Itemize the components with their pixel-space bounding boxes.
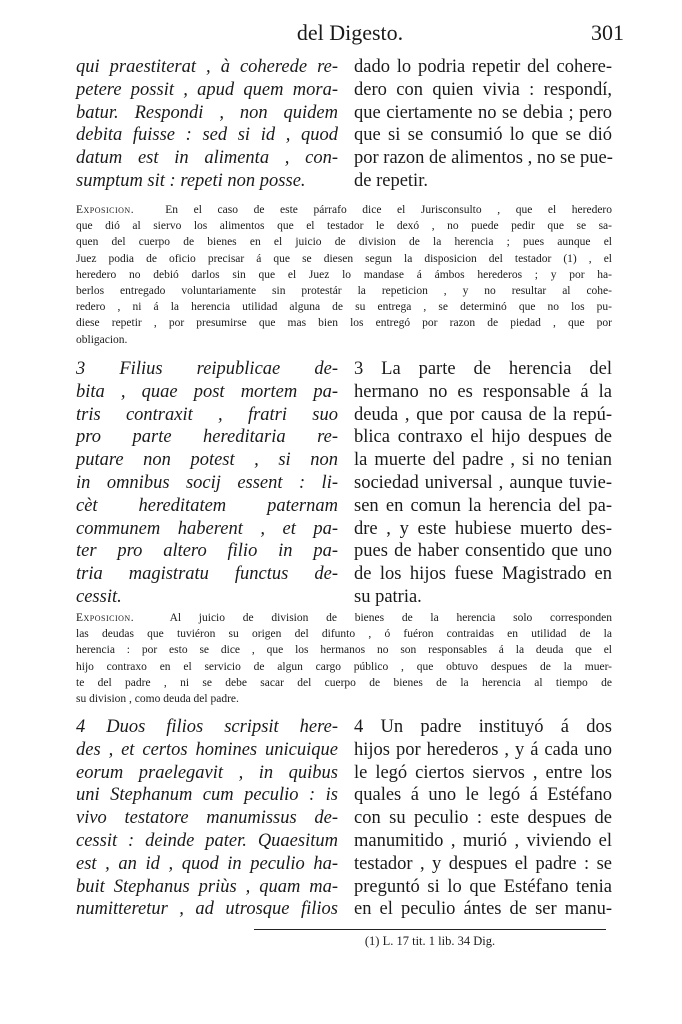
spanish-line: en el peculio ántes de ser manu- <box>354 899 612 920</box>
footnote-rule <box>254 929 606 930</box>
latin-line: communem haberent , et pa- <box>76 518 338 539</box>
latin-line: cèt hereditatem paternam <box>76 495 338 516</box>
latin-line: cessit. <box>76 586 122 607</box>
latin-line: uni Stephanum cum peculio : is <box>76 785 338 806</box>
latin-line: bita , quae post mortem pa- <box>76 381 338 402</box>
exposicion-1 <box>76 202 612 348</box>
latin-line: 3 Filius reipublicae de- <box>76 359 338 379</box>
spanish-column-3 <box>354 358 612 609</box>
expo-line: diese repetir , por presumirse que mas bien los entregó por razon de piedad , que por <box>76 317 612 330</box>
expo-line: hijo contraxo en el servicio de algun cargo público , que obtuvo despues de la muer- <box>76 660 612 673</box>
spanish-line: de los hijos fuese Magistrado en <box>354 564 612 585</box>
expo-line: heredero no debió darlos sin que el Juez lo mandase á ámbos herederos ; y por ha- <box>76 268 612 281</box>
expo-line: las deudas que tuviéron su origen del difunto , ó fuéron contraidas en utilidad de la <box>76 628 612 641</box>
latin-line: cessit : deinde pater. Quaesitum <box>76 830 338 851</box>
expo-line: herencia : por esto se dice , que los hermanos no son responsables á la deuda que el <box>76 644 612 657</box>
spanish-line: dre , y este hubiese muerto des- <box>354 518 612 539</box>
spanish-line: deuda , que por causa de la repú- <box>354 404 612 425</box>
latin-line: petere possit , apud quem mora- <box>76 79 338 100</box>
spanish-line: con su peculio : este despues de <box>354 808 612 829</box>
expo-line: que dió al siervo los alimentos que el testador le dexó , no puede pedir que se sa- <box>76 220 612 233</box>
expo-text: En el caso de este párrafo dice el Jurisconsulto , que el heredero <box>165 204 613 216</box>
latin-line: tria magistratu functus de- <box>76 564 338 585</box>
latin-line: tris contraxit , fratri suo <box>76 404 338 425</box>
expo-line: quen del cuerpo de bienes en el juicio de division de la herencia ; pues aunque el <box>76 236 612 249</box>
latin-line: ter pro altero filio in pa- <box>76 541 338 562</box>
spanish-line: quales á uno le legó á Estéfano <box>354 785 612 806</box>
expo-line: te del padre , ni se debe sacar del cuerpo de bienes de la herencia al tiempo de <box>76 676 612 689</box>
latin-column-3 <box>76 358 338 609</box>
spanish-line: hermano no es responsable á la <box>354 381 612 402</box>
spanish-line: 4 Un padre instituyó á dos <box>354 717 612 737</box>
expo-line: berlos entregado voluntariamente sin protestár la repeticion , y no resultar al cohe- <box>76 284 612 297</box>
spanish-line: sen en comun la herencia del pa- <box>354 495 612 516</box>
expo-label: Exposicion. <box>76 204 135 216</box>
expo-text: Al juicio de division de bienes de la herencia solo corresponden <box>169 612 612 624</box>
latin-line: des , et certos homines unicuique <box>76 739 338 760</box>
spanish-line: pues de haber consentido que uno <box>354 541 612 562</box>
latin-line: vivo testatore manumissus de- <box>76 808 338 829</box>
spanish-line: que si se consumió lo que se dió <box>354 125 612 146</box>
latin-line: sumptum sit : repeti non posse. <box>76 170 306 191</box>
page-number: 301 <box>591 20 624 45</box>
latin-line: in omnibus socij essent : li- <box>76 472 338 493</box>
spanish-line: le legó ciertos siervos , entre los <box>354 762 612 783</box>
latin-line: datum est in alimenta , con- <box>76 148 338 169</box>
running-header <box>76 20 624 52</box>
spanish-line: su patria. <box>354 586 422 607</box>
latin-line: numitteretur , ad utrosque filios <box>76 899 338 920</box>
latin-line: est , an id , quod in peculio ha- <box>76 853 338 874</box>
expo-line: su division , como deuda del padre. <box>76 692 239 705</box>
expo-line: Juez podia de oficio precisar á que se diesen segun la disposicion del testador (1) , el <box>76 252 612 265</box>
latin-line: qui praestiterat , à coherede re- <box>76 57 338 77</box>
spanish-line: preguntó si lo que Estéfano tenia <box>354 876 612 897</box>
spanish-line: manumitido , murió , viviendo el <box>354 830 612 851</box>
spanish-line: blica contraxo el hijo despues de <box>354 427 612 448</box>
exposicion-3 <box>76 610 612 707</box>
spanish-line: sociedad universal , aunque tuvie- <box>354 472 612 493</box>
latin-line: eorum praelegavit , in quibus <box>76 762 338 783</box>
expo-line: redero , ni á la herencia utilidad alguna de su entrega , se determinó que no los pu- <box>76 301 612 314</box>
latin-line: debita fuisse : sed si id , quod <box>76 125 338 146</box>
latin-line: 4 Duos filios scripsit here- <box>76 717 338 737</box>
latin-line: batur. Respondi , non quidem <box>76 102 338 123</box>
spanish-column-4 <box>354 716 612 921</box>
expo-label: Exposicion. <box>76 612 135 624</box>
spanish-line: dero con quien vivia : respondí, <box>354 79 612 100</box>
spanish-line: la muerte del padre , si no tenian <box>354 450 612 471</box>
spanish-line: hijos por herederos , y á cada uno <box>354 739 612 760</box>
latin-line: buit Stephanus priùs , quam ma- <box>76 876 338 897</box>
spanish-line: dado lo podria repetir del cohere- <box>354 57 612 77</box>
latin-column-1 <box>76 56 338 193</box>
expo-line <box>76 202 612 218</box>
latin-line: putare non potest , si non <box>76 450 338 471</box>
latin-column-4 <box>76 716 338 921</box>
spanish-line: por razon de alimentos , no se pue- <box>354 148 613 169</box>
running-title: del Digesto. <box>296 20 404 45</box>
footnote: (1) L. 17 tit. 1 lib. 34 Dig. <box>364 934 496 948</box>
expo-line <box>76 610 612 626</box>
spanish-line: 3 La parte de herencia del <box>354 359 612 379</box>
spanish-line: que ciertamente no se debia ; pero <box>354 102 612 123</box>
latin-line: pro parte hereditaria re- <box>76 427 338 448</box>
expo-line: obligacion. <box>76 333 128 346</box>
spanish-line: de repetir. <box>354 170 428 191</box>
spanish-line: testador , y despues el padre : se <box>354 853 612 874</box>
spanish-column-1 <box>354 56 612 193</box>
